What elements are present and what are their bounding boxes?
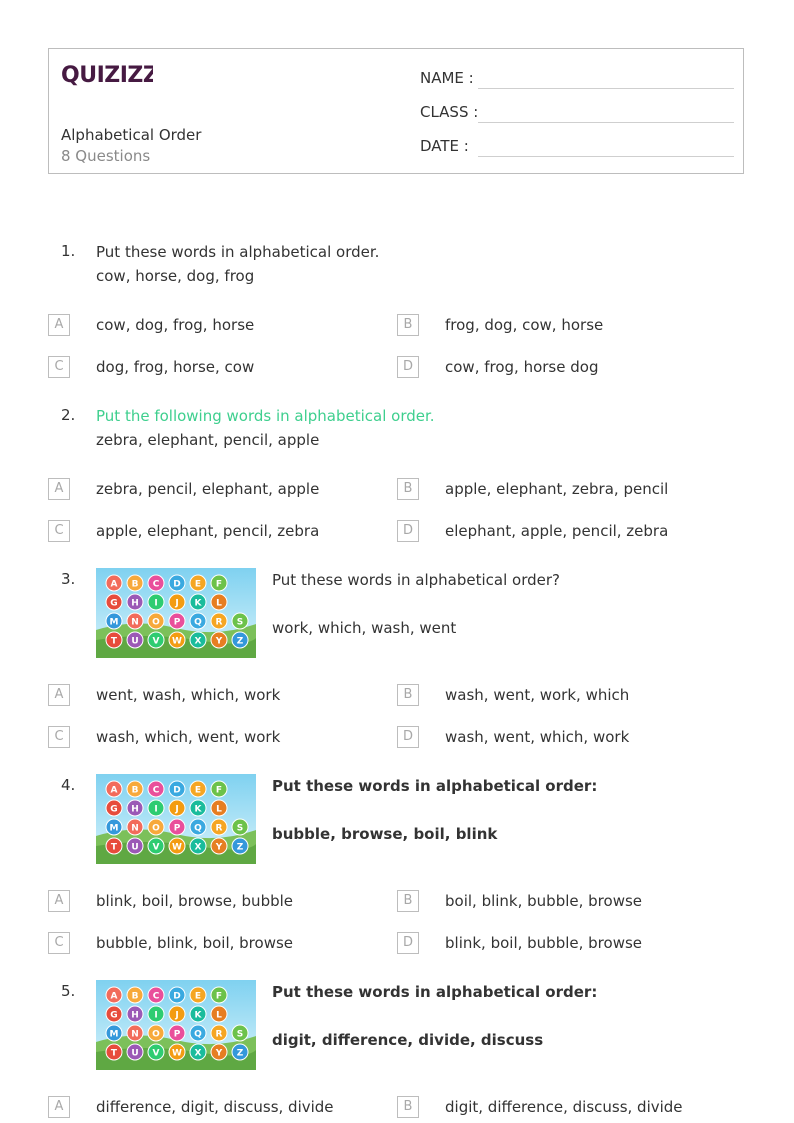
q3-option-b-text: wash, went, work, which [445,686,630,704]
letter-balloon-label: L [216,804,222,815]
date-field[interactable] [420,137,469,155]
letter-balloon-label: Y [215,842,223,853]
letter-balloon-label: P [173,617,181,628]
letter-balloon-label: C [152,579,160,590]
q5-option-a-text: difference, digit, discuss, divide [96,1098,334,1116]
q3-option-c-text: wash, which, went, work [96,728,281,746]
letter-balloon-label: L [216,598,222,609]
letter-balloon-label: F [215,785,223,796]
letter-balloon-label: X [194,636,202,647]
q2-option-b-text: apple, elephant, zebra, pencil [445,480,669,498]
letter-balloon-label: N [131,617,139,628]
letter-balloon-label: K [194,598,202,609]
q4-option-b-text: boil, blink, bubble, browse [445,892,643,910]
q3-option-a-box[interactable]: A [48,684,70,706]
letter-balloon-label: G [110,804,118,815]
letter-balloon-label: Z [236,842,244,853]
question-4-words: bubble, browse, boil, blink [272,825,498,843]
letter-balloon-label: T [110,636,118,647]
letter-balloon-label: M [109,617,119,628]
letter-balloon-label: B [131,785,139,796]
letter-balloon-label: Q [194,617,202,628]
q2-option-d-text: elephant, apple, pencil, zebra [445,522,669,540]
letter-balloon-label: I [154,804,158,815]
letter-balloon-label: Z [236,1048,244,1059]
question-3-text [272,568,560,640]
q1-option-d-text: cow, frog, horse dog [445,358,599,376]
q1-option-a-text: cow, dog, frog, horse [96,316,255,334]
q1-option-a-box[interactable]: A [48,314,70,336]
letter-balloon-label: Y [215,1048,223,1059]
alphabet-balloons-graphic [96,774,256,864]
letter-balloon-label: H [131,804,139,815]
letter-balloon-label: S [236,1029,244,1040]
q3-option-c-box[interactable]: C [48,726,70,748]
question-5-words: digit, difference, divide, discuss [272,1031,544,1049]
q3-option-d-text: wash, went, which, work [445,728,630,746]
letter-balloon-label: A [110,991,118,1002]
question-2-words: zebra, elephant, pencil, apple [96,431,320,449]
letter-balloon-label: V [152,1048,160,1059]
letter-balloon-label: S [236,823,244,834]
question-4-number: 4. [61,776,76,794]
q4-option-c-text: bubble, blink, boil, browse [96,934,294,952]
question-count: 8 Questions [61,147,151,165]
quizizz-logo-icon [61,61,153,87]
alphabet-balloons-image [96,980,256,1070]
letter-balloon-label: C [152,991,160,1002]
letter-balloon-label: M [109,823,119,834]
letter-balloon-label: E [194,991,202,1002]
letter-balloon-label: Y [215,636,223,647]
letter-balloon-label: P [173,823,181,834]
letter-balloon-label: H [131,1010,139,1021]
q5-option-b-text: digit, difference, discuss, divide [445,1098,683,1116]
question-5-prompt: Put these words in alphabetical order: [272,983,598,1001]
q2-option-c-text: apple, elephant, pencil, zebra [96,522,320,540]
q2-option-a-box[interactable]: A [48,478,70,500]
class-label: CLASS : [420,103,479,121]
letter-balloon-label: U [131,842,139,853]
name-field[interactable] [420,69,474,87]
name-line[interactable] [478,88,734,89]
letter-balloon-label: J [175,598,179,609]
question-3-prompt: Put these words in alphabetical order? [272,571,560,589]
question-2-number: 2. [61,406,76,424]
alphabet-balloons-graphic [96,980,256,1070]
letter-balloon-label: K [194,1010,202,1021]
question-1-text [96,240,379,288]
q3-option-d-box[interactable]: D [397,726,419,748]
letter-balloon-label: X [194,1048,202,1059]
q4-option-d-text: blink, boil, bubble, browse [445,934,643,952]
alphabet-balloons-image [96,774,256,864]
letter-balloon-label: V [152,842,160,853]
date-label: DATE : [420,137,469,155]
letter-balloon-label: F [215,991,223,1002]
letter-balloon-label: N [131,823,139,834]
letter-balloon-label: Q [194,1029,202,1040]
letter-balloon-label: T [110,842,118,853]
q4-option-d-box[interactable]: D [397,932,419,954]
q2-option-c-box[interactable]: C [48,520,70,542]
alphabet-balloons-image [96,568,256,658]
letter-balloon-label: S [236,617,244,628]
question-4-text [272,774,597,846]
letter-balloon-label: Z [236,636,244,647]
question-2-prompt: Put the following words in alphabetical order. [96,407,435,425]
letter-balloon-label: W [172,636,182,647]
letter-balloon-label: W [172,842,182,853]
question-5-number: 5. [61,982,76,1000]
q5-option-b-box[interactable]: B [397,1096,419,1118]
letter-balloon-label: U [131,1048,139,1059]
letter-balloon-label: A [110,785,118,796]
q1-option-d-box[interactable]: D [397,356,419,378]
letter-balloon-label: X [194,842,202,853]
question-3-number: 3. [61,570,76,588]
letter-balloon-label: O [152,823,160,834]
q1-option-c-box[interactable]: C [48,356,70,378]
letter-balloon-label: R [215,617,223,628]
letter-balloon-label: E [194,579,202,590]
letter-balloon-label: D [173,579,181,590]
letter-balloon-label: M [109,1029,119,1040]
q2-option-b-box[interactable]: B [397,478,419,500]
question-1-prompt: Put these words in alphabetical order. [96,243,380,261]
letter-balloon-label: D [173,785,181,796]
letter-balloon-label: J [175,804,179,815]
quizizz-logo [61,61,153,91]
letter-balloon-label: B [131,579,139,590]
letter-balloon-label: C [152,785,160,796]
letter-balloon-label: O [152,617,160,628]
letter-balloon-label: V [152,636,160,647]
letter-balloon-label: F [215,579,223,590]
question-4-prompt: Put these words in alphabetical order: [272,777,598,795]
letter-balloon-label: G [110,1010,118,1021]
letter-balloon-label: P [173,1029,181,1040]
logo-wordmark: QUIZIZZ [61,63,153,87]
letter-balloon-label: J [175,1010,179,1021]
q2-option-d-box[interactable]: D [397,520,419,542]
letter-balloon-label: O [152,1029,160,1040]
letter-balloon-label: E [194,785,202,796]
letter-balloon-label: I [154,1010,158,1021]
letter-balloon-label: L [216,1010,222,1021]
question-1-words: cow, horse, dog, frog [96,267,255,285]
worksheet-title: Alphabetical Order [61,126,202,144]
letter-balloon-label: R [215,1029,223,1040]
letter-balloon-label: R [215,823,223,834]
name-label: NAME : [420,69,474,87]
class-field[interactable] [420,103,478,121]
date-line[interactable] [478,156,734,157]
q1-option-b-text: frog, dog, cow, horse [445,316,604,334]
q1-option-b-box[interactable]: B [397,314,419,336]
question-1-number: 1. [61,242,76,260]
q1-option-c-text: dog, frog, horse, cow [96,358,255,376]
letter-balloon-label: G [110,598,118,609]
q3-option-a-text: went, wash, which, work [96,686,281,704]
letter-balloon-label: Q [194,823,202,834]
class-line[interactable] [478,122,734,123]
letter-balloon-label: U [131,636,139,647]
letter-balloon-label: T [110,1048,118,1059]
question-2-text [96,404,435,452]
q2-option-a-text: zebra, pencil, elephant, apple [96,480,320,498]
letter-balloon-label: W [172,1048,182,1059]
alphabet-balloons-graphic [96,568,256,658]
q4-option-a-text: blink, boil, browse, bubble [96,892,294,910]
letter-balloon-label: A [110,579,118,590]
q4-option-b-box[interactable]: B [397,890,419,912]
letter-balloon-label: D [173,991,181,1002]
q5-option-a-box[interactable]: A [48,1096,70,1118]
letter-balloon-label: I [154,598,158,609]
q3-option-b-box[interactable]: B [397,684,419,706]
letter-balloon-label: H [131,598,139,609]
q4-option-a-box[interactable]: A [48,890,70,912]
letter-balloon-label: K [194,804,202,815]
letter-balloon-label: N [131,1029,139,1040]
worksheet-header [48,48,744,174]
q4-option-c-box[interactable]: C [48,932,70,954]
question-5-text [272,980,597,1052]
letter-balloon-label: B [131,991,139,1002]
question-3-words: work, which, wash, went [272,619,457,637]
